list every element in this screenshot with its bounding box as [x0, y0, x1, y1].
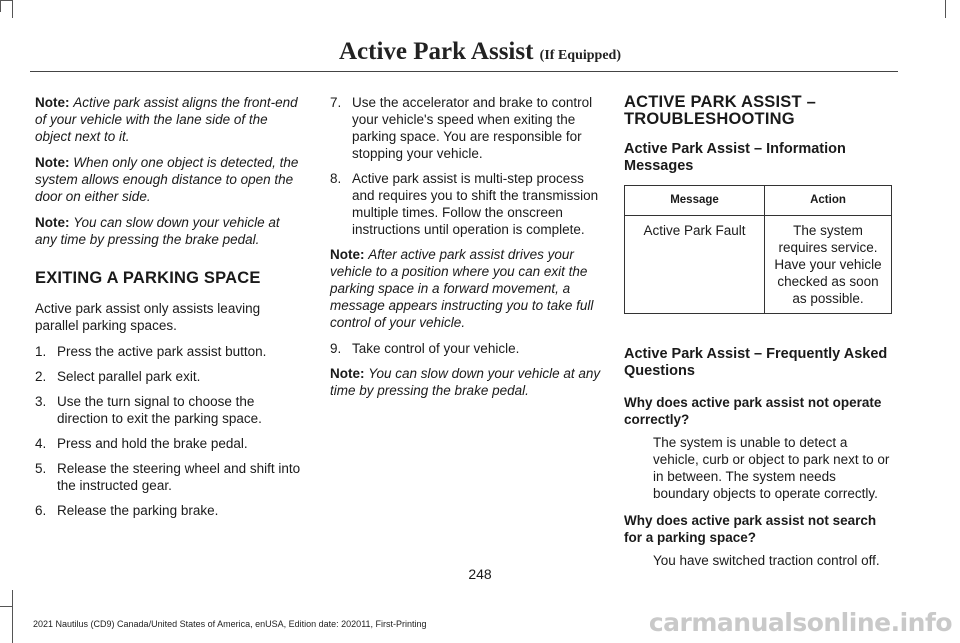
list-item — [35, 368, 305, 385]
crop-mark — [12, 0, 13, 18]
crop-mark — [12, 590, 13, 643]
list-item — [35, 435, 305, 452]
step-number: 9. — [330, 341, 342, 356]
note — [35, 154, 305, 205]
crop-mark — [945, 0, 946, 18]
note-label: Note: — [35, 155, 70, 170]
page-title-text: Active Park Assist — [339, 38, 534, 65]
step-text: Select parallel park exit. — [57, 369, 201, 384]
step-number: 3. — [35, 394, 47, 409]
steps-list — [330, 340, 602, 357]
step-number: 5. — [35, 461, 47, 476]
table-header-row — [625, 186, 892, 216]
note-label: Note: — [330, 247, 365, 262]
list-item — [35, 460, 305, 494]
heading-line: ACTIVE PARK ASSIST – — [624, 93, 816, 111]
crop-mark — [0, 0, 1, 12]
note-text: When only one object is detected, the system allows enough distance to open the door on either side. — [35, 155, 299, 204]
faq-question: Why does active park assist not operate correctly? — [624, 395, 882, 427]
step-text: Active park assist is multi-step process and requires you to shift the transmission multiple times. Follow the onscreen instructions until operation is complete. — [352, 171, 599, 237]
step-number: 1. — [35, 344, 47, 359]
step-number: 4. — [35, 436, 47, 451]
note — [35, 94, 305, 145]
list-item — [330, 170, 602, 238]
step-text: Press the active park assist button. — [57, 344, 267, 359]
section-heading-exiting: EXITING A PARKING SPACE — [35, 269, 261, 287]
step-text: Release the steering wheel and shift into the instructed gear. — [57, 461, 301, 493]
heading-line: TROUBLESHOOTING — [624, 110, 795, 128]
faq-question: Why does active park assist not search for a parking space? — [624, 513, 877, 545]
list-item — [330, 340, 602, 357]
note-text: You can slow down your vehicle at any time by pressing the brake pedal. — [35, 215, 280, 247]
step-text: Use the turn signal to choose the direction to exit the parking space. — [57, 394, 262, 426]
section-intro: Active park assist only assists leaving parallel parking spaces. — [35, 301, 261, 333]
note-label: Note: — [330, 366, 365, 381]
table-row — [625, 216, 892, 314]
edition-footer: 2021 Nautilus (CD9) Canada/United States of America, enUSA, Edition date: 202011, First-Printing — [33, 619, 427, 629]
step-number: 2. — [35, 369, 47, 384]
column-left — [35, 94, 305, 527]
step-text: Press and hold the brake pedal. — [57, 436, 248, 451]
page-number: 248 — [468, 566, 492, 582]
note-text: Active park assist aligns the front-end of your vehicle with the lane side of the object next to it. — [35, 95, 298, 144]
page-title — [0, 38, 960, 66]
note-label: Note: — [35, 95, 70, 110]
column-right — [624, 94, 894, 579]
note — [35, 214, 305, 248]
list-item — [35, 502, 305, 519]
note-text: You can slow down your vehicle at any time by pressing the brake pedal. — [330, 366, 601, 398]
column-header: Message — [625, 186, 765, 216]
step-number: 8. — [330, 171, 342, 186]
faq-answer: You have switched traction control off. — [653, 553, 880, 568]
information-messages-table — [624, 185, 892, 314]
list-item — [330, 94, 602, 162]
steps-list — [330, 94, 602, 238]
faq-answer: The system is unable to detect a vehicle, curb or object to park next to or in between. The system needs boundary objects to operate correctly. — [653, 435, 890, 501]
step-text: Take control of your vehicle. — [352, 341, 520, 356]
note-label: Note: — [35, 215, 70, 230]
column-middle — [330, 94, 602, 408]
section-heading-troubleshooting — [624, 94, 894, 128]
list-item — [35, 393, 305, 427]
page-title-subtitle: (If Equipped) — [539, 48, 621, 63]
watermark: carmanualsonline.info — [648, 608, 952, 637]
note — [330, 365, 602, 399]
table-cell: The system requires service. Have your vehicle checked as soon as possible. — [765, 216, 892, 314]
steps-list — [35, 343, 305, 519]
step-number: 6. — [35, 503, 47, 518]
crop-mark — [0, 0, 12, 1]
subheading-information-messages: Active Park Assist – Information Messages — [624, 141, 846, 174]
note — [330, 246, 602, 331]
subheading-faq: Active Park Assist – Frequently Asked Questions — [624, 346, 888, 379]
crop-mark — [0, 606, 12, 607]
header-divider — [30, 71, 898, 72]
note-text: After active park assist drives your vehicle to a position where you can exit the parking space in a forward movement, a message appears instructing you to take full control of your vehicle. — [330, 247, 594, 330]
step-number: 7. — [330, 95, 342, 110]
table-cell: Active Park Fault — [625, 216, 765, 314]
column-header: Action — [765, 186, 892, 216]
step-text: Use the accelerator and brake to control your vehicle's speed when exiting the parking space. You are responsible for stopping your vehicle. — [352, 95, 593, 161]
list-item — [35, 343, 305, 360]
step-text: Release the parking brake. — [57, 503, 219, 518]
